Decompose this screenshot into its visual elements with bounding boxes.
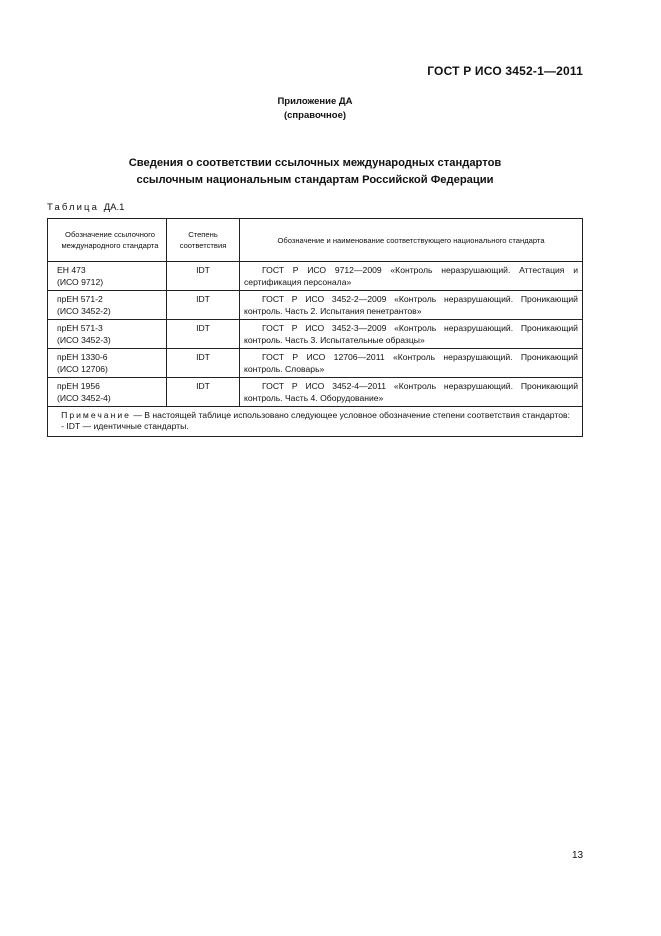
appendix-heading	[0, 95, 630, 123]
iso-equivalent: (ИСО 12706)	[57, 364, 108, 374]
degree-cell: IDT	[167, 320, 240, 349]
table-label-prefix: Таблица	[47, 202, 99, 213]
degree-cell: IDT	[167, 262, 240, 291]
national-standard-cell	[240, 262, 583, 291]
page-title-line-1: Сведения о соответствии ссылочных международных стандартов	[128, 157, 502, 169]
iso-equivalent: (ИСО 3452-2)	[57, 306, 111, 316]
international-standard-cell	[48, 262, 167, 291]
international-standard-code: прЕН 1330-6	[57, 352, 108, 362]
header-degree: Степень соответствия	[167, 219, 240, 262]
international-standard-cell	[48, 320, 167, 349]
table-row	[48, 349, 583, 378]
note-body: — В настоящей таблице использовано следующее условное обозначение степени соответствия стандартов:	[133, 410, 570, 420]
national-standard-cell	[240, 320, 583, 349]
table-row	[48, 378, 583, 407]
national-standard-text: ГОСТ Р ИСО 3452-2—2009 «Контроль неразрушающий. Проникающий контроль. Часть 2. Испытания пенетрантов»	[244, 294, 578, 316]
national-standard-cell	[240, 378, 583, 407]
degree-cell: IDT	[167, 378, 240, 407]
national-standard-text: ГОСТ Р ИСО 9712—2009 «Контроль неразрушающий. Аттестация и сертификация персонала»	[244, 265, 578, 287]
page-number: 13	[572, 850, 584, 861]
international-standard-cell	[48, 349, 167, 378]
national-standard-text: ГОСТ Р ИСО 12706—2011 «Контроль неразрушающий. Проникающий контроль. Словарь»	[244, 352, 578, 374]
appendix-subtitle: (справочное)	[283, 110, 347, 121]
note-item	[54, 421, 576, 432]
header-national-standard: Обозначение и наименование соответствующего национального стандарта	[240, 219, 583, 262]
appendix-title: Приложение ДА	[277, 96, 353, 107]
page-title-line-2: ссылочным национальным стандартам Российской Федерации	[136, 174, 494, 186]
table-header-row	[48, 219, 583, 262]
note-head: Примечание	[61, 410, 131, 420]
document-code: ГОСТ Р ИСО 3452-1—2011	[427, 64, 583, 78]
correspondence-table	[47, 218, 583, 437]
table-note-row	[48, 407, 583, 437]
table-row	[48, 291, 583, 320]
iso-equivalent: (ИСО 3452-3)	[57, 335, 111, 345]
international-standard-code: ЕН 473	[57, 265, 86, 275]
national-standard-cell	[240, 349, 583, 378]
iso-equivalent: (ИСО 9712)	[57, 277, 104, 287]
degree-cell: IDT	[167, 291, 240, 320]
page-title	[0, 155, 630, 189]
table-row	[48, 262, 583, 291]
table-label	[47, 202, 124, 213]
national-standard-text: ГОСТ Р ИСО 3452-4—2011 «Контроль неразрушающий. Проникающий контроль. Часть 4. Оборудование»	[244, 381, 578, 403]
international-standard-cell	[48, 291, 167, 320]
note-item-text: - IDT — идентичные стандарты.	[61, 421, 189, 431]
table-note	[48, 407, 583, 437]
table-label-number: ДА.1	[103, 202, 125, 213]
iso-equivalent: (ИСО 3452-4)	[57, 393, 111, 403]
header-international-standard: Обозначение ссылочного международного стандарта	[48, 219, 167, 262]
international-standard-cell	[48, 378, 167, 407]
degree-cell: IDT	[167, 349, 240, 378]
note-text	[54, 410, 576, 421]
international-standard-code: прЕН 571-2	[57, 294, 103, 304]
international-standard-code: прЕН 571-3	[57, 323, 103, 333]
table-row	[48, 320, 583, 349]
international-standard-code: прЕН 1956	[57, 381, 100, 391]
national-standard-cell	[240, 291, 583, 320]
national-standard-text: ГОСТ Р ИСО 3452-3—2009 «Контроль неразрушающий. Проникающий контроль. Часть 3. Испытательные образцы»	[244, 323, 578, 345]
